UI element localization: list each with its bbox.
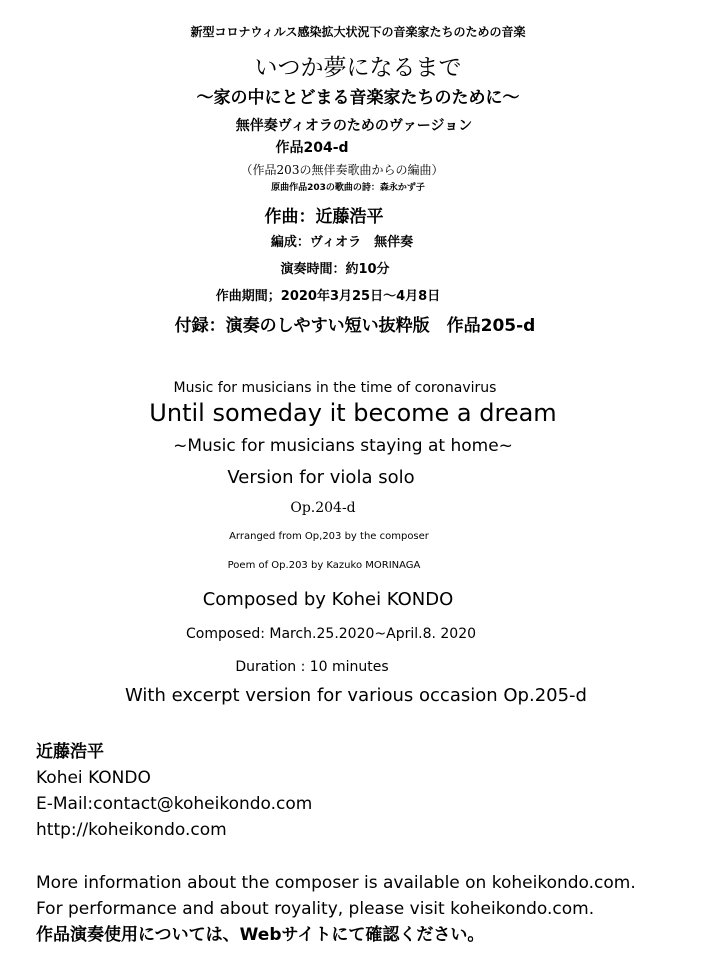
en-title: Until someday it become a dream [149,399,557,427]
jp-duration: 演奏時間：約10分 [280,262,390,277]
en-version: Version for viola solo [227,467,415,488]
footer-jp-note: 作品演奏使用については、Webサイトにて確認ください。 [36,925,485,945]
contact-name-jp: 近藤浩平 [36,742,104,762]
jp-title: いつか夢になるまで [254,55,462,81]
en-subtitle: ~Music for musicians staying at home~ [173,436,513,456]
footer-info: More information about the composer is available on koheikondo.com. [36,873,636,893]
jp-supertitle: 新型コロナウィルス感染拡大状況下の音楽家たちのための音楽 [190,25,526,39]
jp-opus: 作品204-d [275,140,349,156]
en-poem-credit: Poem of Op.203 by Kazuko MORINAGA [227,560,421,571]
en-opus: Op.204-d [290,500,356,516]
jp-composer: 作曲：近藤浩平 [264,207,384,227]
jp-subtitle: ～家の中にとどまる音楽家たちのために～ [196,88,520,108]
jp-period: 作曲期間；2020年3月25日～4月8日 [215,289,441,304]
jp-version: 無伴奏ヴィオラのためのヴァージョン [235,118,473,134]
en-supertitle: Music for musicians in the time of coronavirus [173,380,497,396]
en-composed-dates: Composed: March.25.2020~April.8. 2020 [185,626,477,642]
en-composer: Composed by Kohei KONDO [202,589,454,610]
en-duration: Duration : 10 minutes [235,659,389,675]
jp-arranged-note: （作品203の無伴奏歌曲からの編曲） [240,163,444,177]
contact-name-en: Kohei KONDO [36,768,151,788]
contact-url: http://koheikondo.com [36,820,227,840]
jp-poem-credit: 原曲作品203の歌曲の詩：森永かず子 [271,183,425,193]
en-arranged-note: Arranged from Op,203 by the composer [229,531,429,542]
jp-instrumentation: 編成：ヴィオラ 無伴奏 [270,235,414,250]
footer-royalty: For performance and about royality, please visit koheikondo.com. [36,899,595,919]
contact-email: E-Mail:contact@koheikondo.com [36,794,313,814]
en-excerpt: With excerpt version for various occasion Op.205-d [125,685,587,706]
jp-appendix: 付録：演奏のしやすい短い抜粋版 作品205-d [174,316,536,336]
